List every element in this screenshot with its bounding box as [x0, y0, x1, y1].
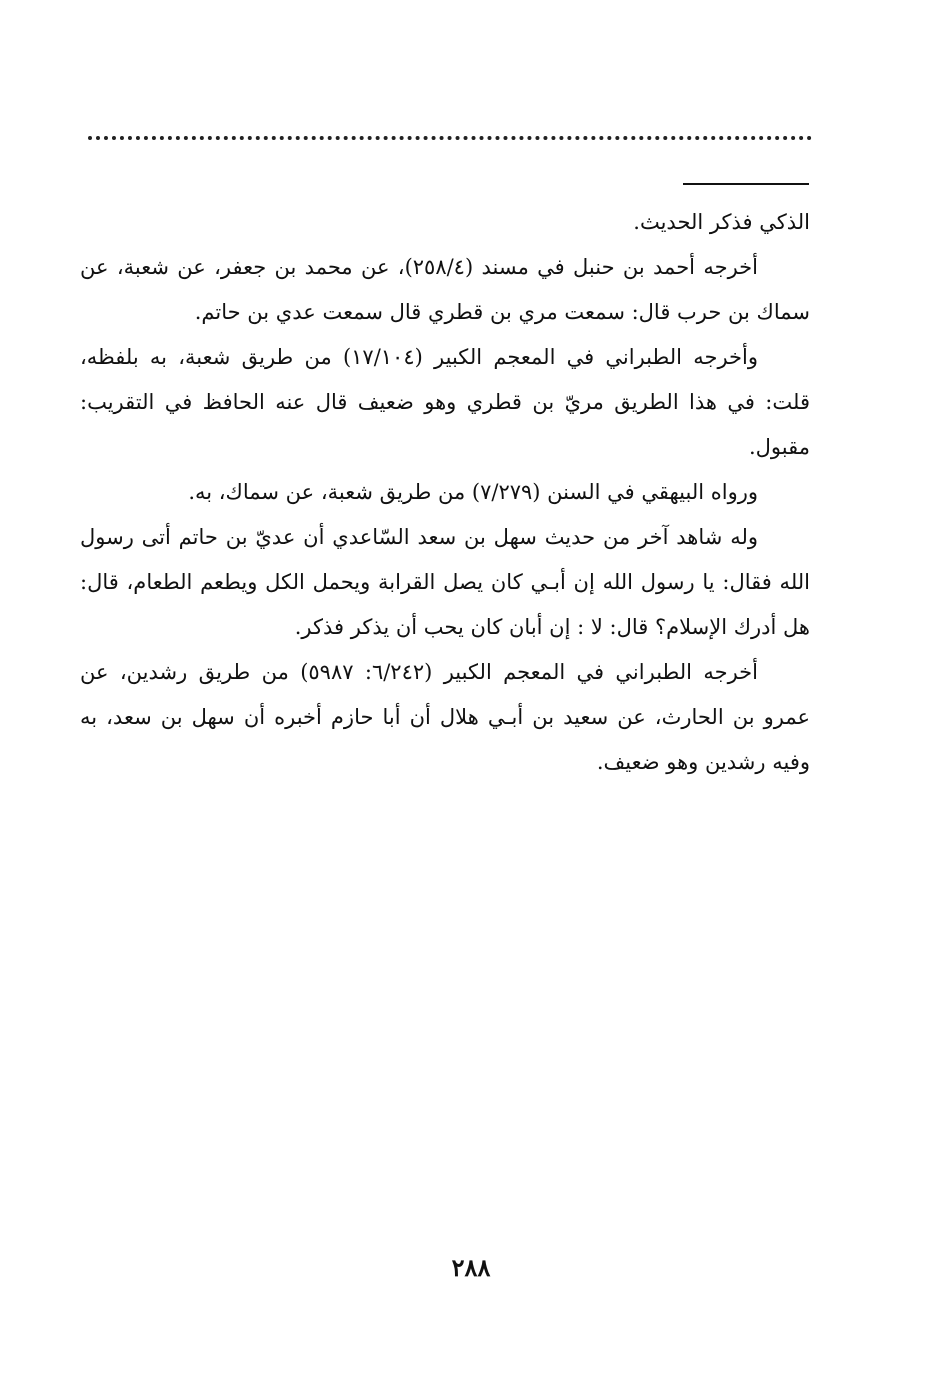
paragraph-tabarani-reference: وأخرجه الطبراني في المعجم الكبير (١٧/١٠٤) من طريق شعبة، به بلفظه، قلت: في هذا الطريق مريّ بن قطري وهو ضعيف قال عنه الحافظ في التقريب: مقبول. [80, 345, 810, 459]
dotted-separator [88, 136, 812, 140]
footnote-separator-line [683, 183, 809, 185]
paragraph-ahmad-reference: أخرجه أحمد بن حنبل في مسند (٢٥٨/٤)، عن محمد بن جعفر، عن شعبة، عن سماك بن حرب قال: سمعت مري بن قطري قال سمعت عدي بن حاتم. [80, 255, 810, 324]
paragraph-continuation: الذكي فذكر الحديث. [633, 210, 810, 234]
paragraph-bayhaqi-reference: ورواه البيهقي في السنن (٧/٢٧٩) من طريق شعبة، عن سماك، به. [188, 480, 758, 504]
paragraph-tabarani-second-reference: أخرجه الطبراني في المعجم الكبير (٦/٢٤٢: ٥٩٨٧) من طريق رشدين، عن عمرو بن الحارث، عن سعيد بن أبـي هلال أن أبا حازم أخبره أن سهل بن سعد، به وفيه رشدين وهو ضعيف. [80, 660, 810, 774]
page-number: ٢٨٨ [451, 1253, 491, 1282]
paragraph-supporting-hadith: وله شاهد آخر من حديث سهل بن سعد السّاعدي أن عديّ بن حاتم أتى رسول الله فقال: يا رسول الله إن أبـي كان يصل القرابة ويحمل الكل ويطعم الطعام، قال: هل أدرك الإسلام؟ قال: لا : إن أبان كان يحب أن يذكر فذكر. [80, 525, 810, 639]
footnote-text-block [80, 200, 810, 785]
